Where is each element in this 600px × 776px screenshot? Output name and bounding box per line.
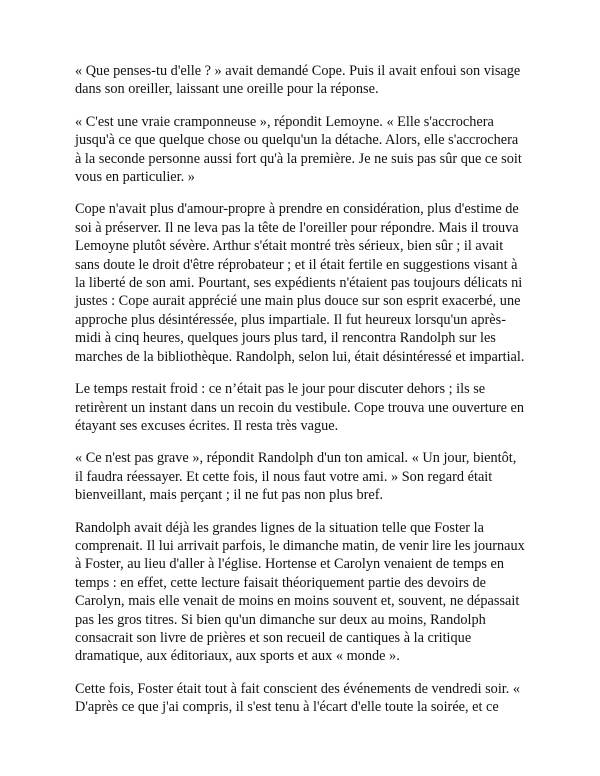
- paragraph-4: Le temps restait froid : ce n’était pas le jour pour discuter dehors ; ils se retirèrent un instant dans un recoin du vestibule. Cope trouva une ouverture en étayant ses excuses écrites. Il resta très vague.: [75, 381, 525, 434]
- paragraph-3: Cope n'avait plus d'amour-propre à prendre en considération, plus d'estime de soi à préserver. Il ne leva pas la tête de l'oreiller pour répondre. Mais il trouva Lemoyne plutôt sévère. Arthur s'était montré très sérieux, bien sûr ; il avait sans doute le droit d'être réprobateur ; et il était fertile en suggestions visant à la liberté de son ami. Pourtant, ses expédients n'étaient pas toujours délicats ni justes : Cope aurait apprécié une main plus douce sur son esprit exacerbé, une approche plus désintéressée, plus impartiale. Il fut heureux lorsqu'un après-midi à cinq heures, quelques jours plus tard, il rencontra Randolph sur les marches de la bibliothèque. Randolph, selon lui, était désintéressé et impartial.: [75, 201, 525, 365]
- document-body: [75, 62, 527, 731]
- paragraph-6: Randolph avait déjà les grandes lignes de la situation telle que Foster la comprenait. Il lui arrivait parfois, le dimanche matin, de venir lire les journaux à Foster, au lieu d'aller à l'église. Hortense et Carolyn venaient de temps en temps : en effet, cette lecture faisait théoriquement partie des devoirs de Carolyn, mais elle venait de moins en moins souvent et, souvent, ne dépassait pas les gros titres. Si bien qu'un dimanche sur deux au moins, Randolph consacrait son livre de prières et son recueil de cantiques à la critique dramatique, aux éditoriaux, aux sports et aux « monde ».: [75, 519, 525, 665]
- paragraph-2: « C'est une vraie cramponneuse », répondit Lemoyne. « Elle s'accrochera jusqu'à ce que quelque chose ou quelqu'un la détache. Alors, elle s'accrochera à la seconde personne aussi fort qu'à la première. Je ne suis pas sûr que ce soit vous en particulier. »: [75, 113, 522, 186]
- paragraph-1: « Que penses-tu d'elle ? » avait demandé Cope. Puis il avait enfoui son visage dans son oreiller, laissant une oreille pour la réponse.: [75, 63, 521, 98]
- paragraph-7: Cette fois, Foster était tout à fait conscient des événements de vendredi soir. « D'après ce que j'ai compris, il s'est tenu à l'écart d'elle toute la soirée, et ce: [75, 680, 521, 716]
- paragraph-5: « Ce n'est pas grave », répondit Randolph d'un ton amical. « Un jour, bientôt, il faudra réessayer. Et cette fois, il nous faut votre ami. » Son regard était bienveillant, mais perçant ; il ne fut pas non plus bref.: [75, 450, 517, 504]
